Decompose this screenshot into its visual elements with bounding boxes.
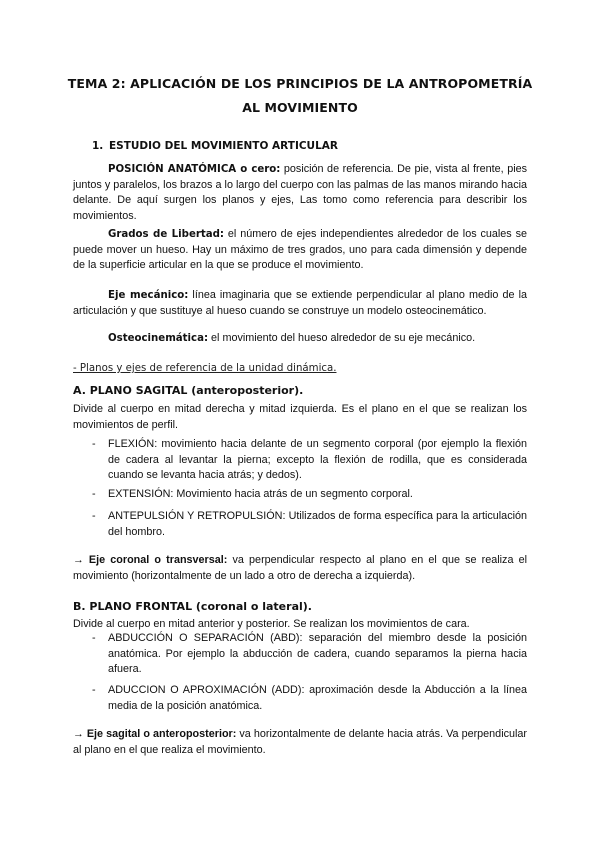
section-number: 1. xyxy=(92,140,104,152)
list-item-flexion xyxy=(92,437,527,484)
definition-eje-sagital: va horizontalmente de delante hacia atrás. Va perpendicular al plano en el que realiza el movimiento. xyxy=(73,728,527,756)
list-item-extension xyxy=(92,487,527,503)
bullet-dash: - xyxy=(92,488,96,500)
paragraph-grados-libertad xyxy=(73,227,527,274)
arrow-icon: → xyxy=(73,554,84,566)
list-item-text: FLEXIÓN: movimiento hacia delante de un segmento corporal (por ejemplo la flexión de cadera al levantar la pierna; excepto la flexión de rodilla, que es considerada cuando se levanta hacia atrás; y dedos). xyxy=(108,438,527,482)
term-osteocinematica: Osteocinemática: xyxy=(108,333,209,344)
section-heading xyxy=(92,140,338,152)
eje-coronal-paragraph xyxy=(73,553,527,584)
paragraph-eje-mecanico xyxy=(73,288,527,319)
list-item-antepulsion xyxy=(92,509,527,540)
paragraph-osteocinematica xyxy=(73,331,527,347)
list-item-text: ADUCCION O APROXIMACIÓN (ADD): aproximación desde la Abducción a la línea media de la posición anatómica. xyxy=(108,684,527,712)
list-item-abduccion xyxy=(92,631,527,678)
paragraph-posicion-anatomica xyxy=(73,162,527,224)
bullet-dash: - xyxy=(92,438,96,450)
plano-sagital-intro: Divide al cuerpo en mitad derecha y mitad izquierda. Es el plano en el que se realizan los movimientos de perfil. xyxy=(73,403,527,431)
plano-frontal-heading: B. PLANO FRONTAL (coronal o lateral). xyxy=(73,600,312,613)
list-item-text: EXTENSIÓN: Movimiento hacia atrás de un segmento corporal. xyxy=(108,488,413,500)
definition-posicion-anatomica: posición de referencia. De pie, vista al frente, pies juntos y paralelos, los brazos a lo largo del cuerpo con las palmas de las manos mirando hacia delante. De aquí surgen los planos y ejes, Las tomo como referencia para describir los movimientos. xyxy=(73,163,527,222)
list-item-text: ABDUCCIÓN O SEPARACIÓN (ABD): separación del miembro desde la posición anatómica. Por ejemplo la abducción de cadera, cuando separamos la pierna hacia afuera. xyxy=(108,632,527,676)
bullet-dash: - xyxy=(92,632,96,644)
term-grados-libertad: Grados de Libertad: xyxy=(108,229,225,240)
arrow-icon: → xyxy=(73,728,84,740)
definition-eje-mecanico: línea imaginaria que se extiende perpendicular al plano medio de la articulación y que sustituye al hueso cuando se construye un modelo osteocinemático. xyxy=(73,289,527,317)
list-item-aduccion xyxy=(92,683,527,714)
page-title-line-1: TEMA 2: APLICACIÓN DE LOS PRINCIPIOS DE LA ANTROPOMETRÍA xyxy=(67,76,533,91)
plano-sagital-heading: A. PLANO SAGITAL (anteroposterior). xyxy=(73,384,304,397)
planos-ejes-note: - Planos y ejes de referencia de la unidad dinámica. xyxy=(73,363,337,374)
bullet-dash: - xyxy=(92,510,96,522)
term-eje-coronal: Eje coronal o transversal: xyxy=(83,554,228,566)
plano-frontal-intro: Divide al cuerpo en mitad anterior y posterior. Se realizan los movimientos de cara. xyxy=(73,618,470,630)
definition-grados-libertad: el número de ejes independientes alrededor de los cuales se puede mover un hueso. Hay un máximo de tres grados, uno para cada dimensión y depende de la superficie articular en la que se produce el movimiento. xyxy=(73,228,527,272)
bullet-dash: - xyxy=(92,684,96,696)
definition-eje-coronal: va perpendicular respecto al plano en el que se realiza el movimiento (horizontalmente de un lado a otro de derecha a izquierda). xyxy=(73,554,527,582)
section-title: ESTUDIO DEL MOVIMIENTO ARTICULAR xyxy=(109,140,338,152)
definition-osteocinematica: el movimiento del hueso alrededor de su eje mecánico. xyxy=(208,332,476,344)
term-eje-mecanico: Eje mecánico: xyxy=(108,290,189,301)
list-item-text: ANTEPULSIÓN Y RETROPULSIÓN: Utilizados de forma específica para la articulación del hombro. xyxy=(108,510,527,538)
term-eje-sagital: Eje sagital o anteroposterior: xyxy=(83,728,237,740)
eje-sagital-paragraph xyxy=(73,727,527,758)
page-title-line-2: AL MOVIMIENTO xyxy=(242,100,358,115)
term-posicion-anatomica: POSICIÓN ANATÓMICA o cero: xyxy=(108,164,281,175)
